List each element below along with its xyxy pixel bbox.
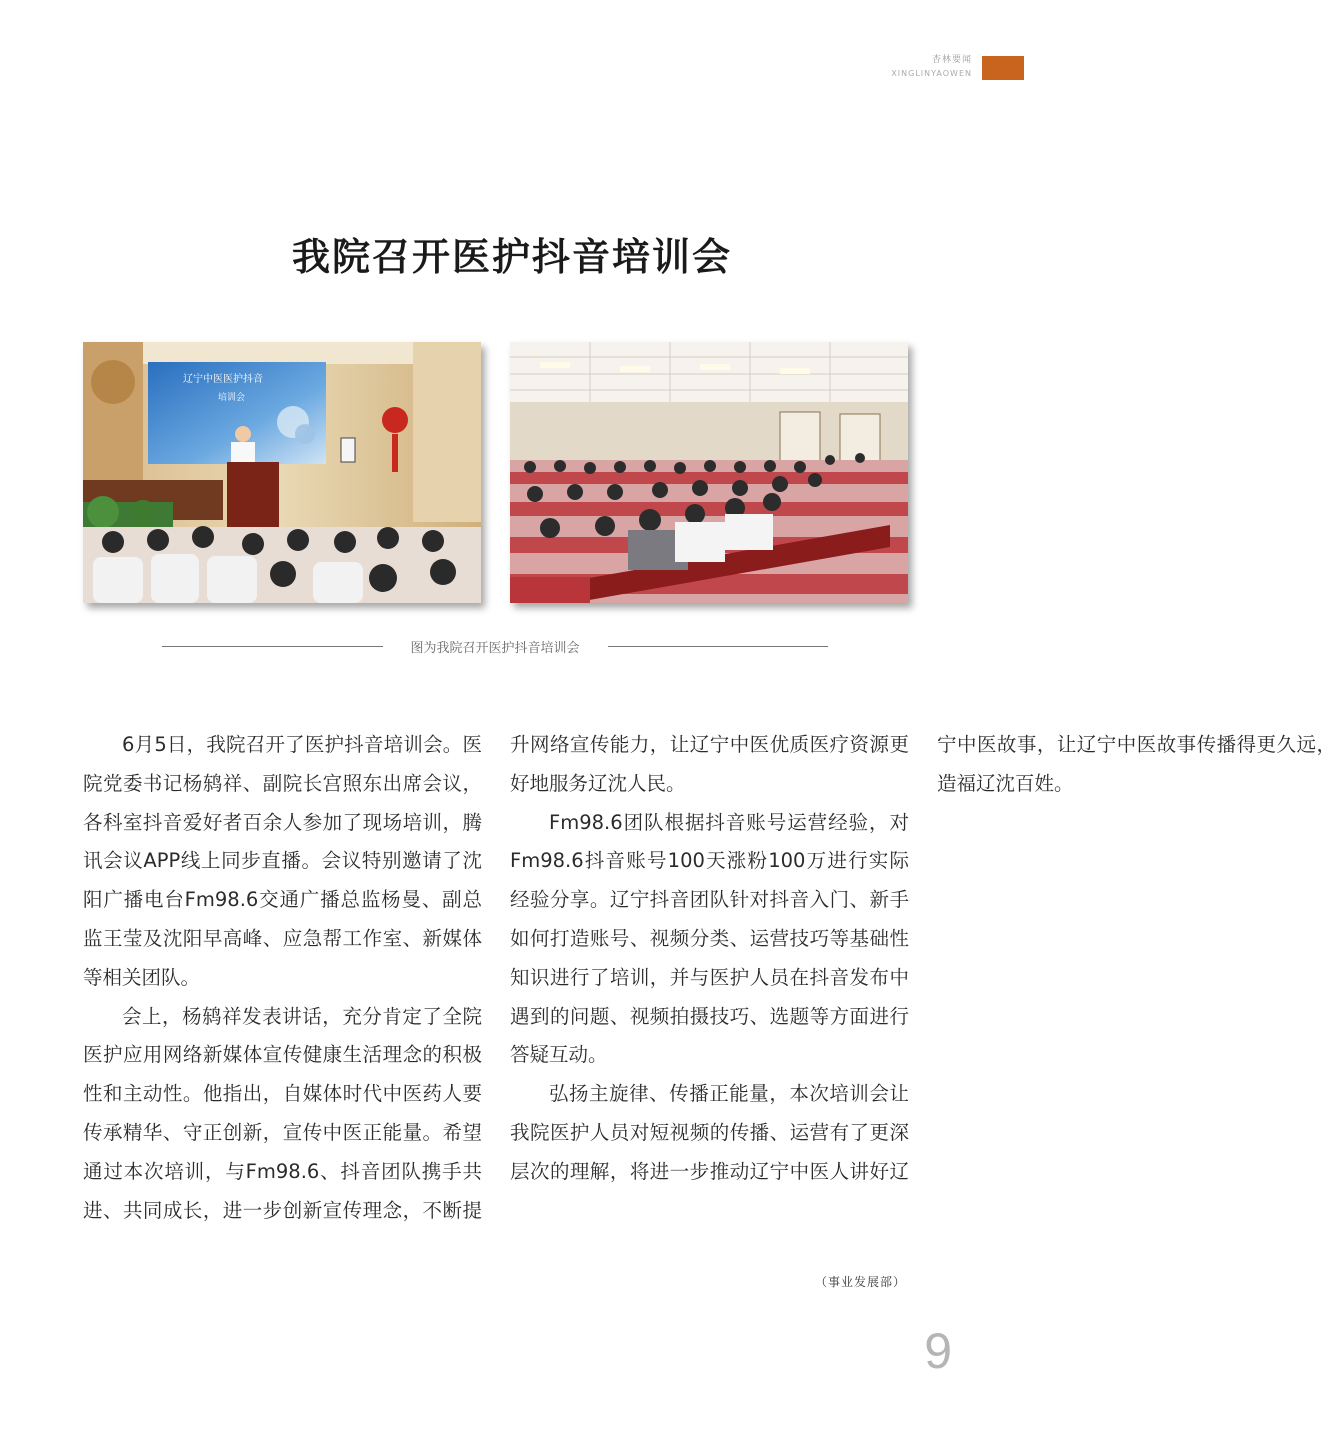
article-body xyxy=(83,726,1336,1266)
caption-divider-left xyxy=(162,646,383,647)
screen-text-2: 培训会 xyxy=(218,393,246,403)
paragraph-3: Fm98.6团队根据抖音账号运营经验，对Fm98.6抖音账号100天涨粉100万进行实际经验分享。辽宁抖音团队针对抖音入门、新手如何打造账号、视频分类、运营技巧等基础性知识进行了培训，并与医护人员在抖音发布中遇到的问题、视频拍摄技巧、选题等方面进行答疑互动。 xyxy=(510,810,909,1067)
section-accent-bar xyxy=(982,56,1024,80)
section-name-pinyin: XINGLINYAOWEN xyxy=(891,69,972,78)
screen-text-1: 辽宁中医医护抖音 xyxy=(183,374,263,385)
caption-text: 图为我院召开医护抖音培训会 xyxy=(410,640,580,656)
photo-caption xyxy=(162,636,828,656)
article-source: （事业发展部） xyxy=(814,1275,906,1289)
paragraph-2: 会上，杨鸫祥发表讲话，充分肯定了全院医护应用网络新媒体宣传健康生活理念的积极性和主动性。他指出，自媒体时代中医药人要传承精华、守正创新，宣传中医正能量。希望通过本次培训，与Fm98.6、抖音团队携手共进、共同成长，进一步创新宣传理念，不断提升网络宣传能力，让辽宁中医优质医疗资源更好地服务辽沈人民。 xyxy=(83,733,909,1222)
article-title: 我院召开医护抖音培训会 xyxy=(291,234,732,279)
page-number: 9 xyxy=(924,1323,952,1379)
photo-audience xyxy=(510,342,908,603)
caption-divider-right xyxy=(608,646,829,647)
photo-speaker xyxy=(83,342,481,603)
paragraph-1: 6月5日，我院召开了医护抖音培训会。医院党委书记杨鸫祥、副院长宫照东出席会议，各科室抖音爱好者百余人参加了现场培训，腾讯会议APP线上同步直播。会议特别邀请了沈阳广播电台Fm98.6交通广播总监杨曼、副总监王莹及沈阳早高峰、应急帮工作室、新媒体等相关团队。 xyxy=(83,733,482,989)
section-name: 杏林要闻 xyxy=(931,55,972,65)
section-header xyxy=(891,54,972,80)
paragraph-4: 弘扬主旋律、传播正能量，本次培训会让我院医护人员对短视频的传播、运营有了更深层次的理解，将进一步推动辽宁中医人讲好辽宁中医故事，让辽宁中医故事传播得更久远，造福辽沈百姓。 xyxy=(510,733,1336,1183)
